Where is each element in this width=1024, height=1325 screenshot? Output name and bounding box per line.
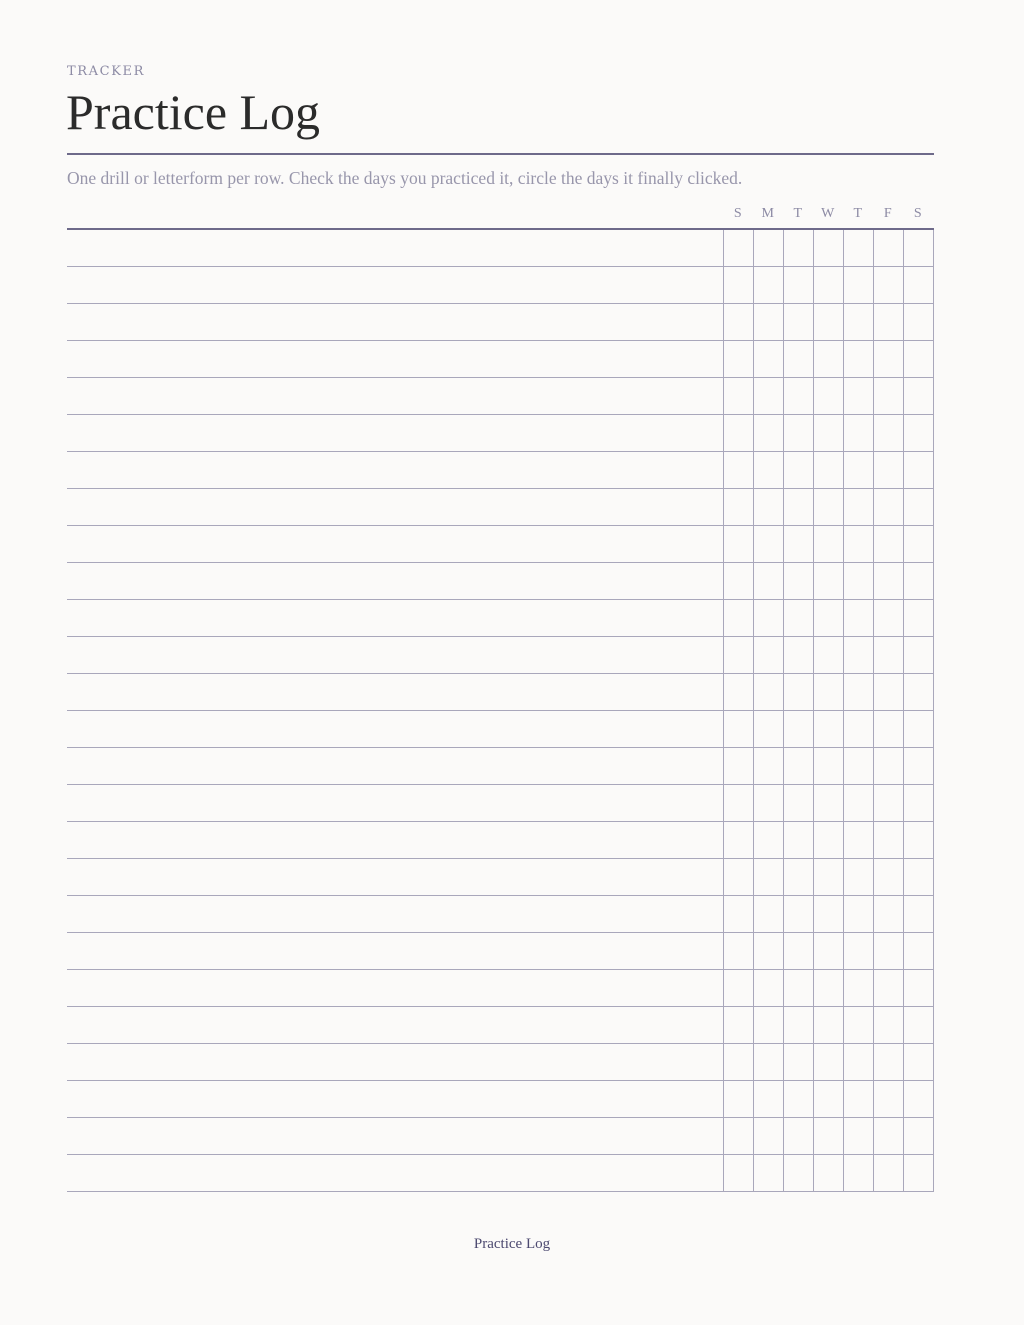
day-checkbox-cell[interactable] [813, 859, 843, 895]
day-checkbox-cell[interactable] [813, 230, 843, 266]
drill-entry-line[interactable] [67, 230, 723, 266]
day-checkbox-cell[interactable] [723, 1155, 753, 1191]
drill-entry-line[interactable] [67, 341, 723, 377]
day-checkbox-cell[interactable] [753, 267, 783, 303]
day-checkbox-cell[interactable] [753, 526, 783, 562]
day-checkbox-cell[interactable] [723, 896, 753, 932]
day-checkbox-cell[interactable] [843, 563, 873, 599]
drill-entry-line[interactable] [67, 637, 723, 673]
day-checkbox-cell[interactable] [903, 267, 934, 303]
drill-entry-line[interactable] [67, 859, 723, 895]
drill-entry-line[interactable] [67, 674, 723, 710]
instructions-text: One drill or letterform per row. Check the days you practiced it, circle the days it finally clicked. [67, 168, 743, 188]
day-checkbox-cell[interactable] [843, 415, 873, 451]
day-checkbox-cell[interactable] [723, 970, 753, 1006]
day-checkbox-cell[interactable] [843, 230, 873, 266]
day-checkbox-cell[interactable] [903, 933, 934, 969]
page-title: Practice Log [66, 84, 321, 140]
day-checkbox-cell[interactable] [783, 859, 813, 895]
day-checkbox-cell[interactable] [903, 859, 934, 895]
day-checkbox-cell[interactable] [903, 896, 934, 932]
day-checkbox-cell[interactable] [723, 415, 753, 451]
drill-entry-line[interactable] [67, 489, 723, 525]
day-checkbox-cell[interactable] [903, 822, 934, 858]
day-checkbox-cell[interactable] [723, 1081, 753, 1117]
day-checkbox-cell[interactable] [723, 1044, 753, 1080]
drill-entry-line[interactable] [67, 1007, 723, 1043]
drill-entry-line[interactable] [67, 1081, 723, 1117]
day-checkbox-cell[interactable] [813, 563, 843, 599]
day-checkbox-cell[interactable] [783, 341, 813, 377]
log-row [67, 1155, 934, 1192]
day-checkbox-cell[interactable] [903, 711, 934, 747]
day-checkbox-cell[interactable] [753, 452, 783, 488]
day-checkbox-cell[interactable] [813, 1118, 843, 1154]
day-checkbox-cell[interactable] [843, 341, 873, 377]
day-checkbox-cell[interactable] [903, 489, 934, 525]
drill-entry-line[interactable] [67, 304, 723, 340]
day-checkbox-cell[interactable] [753, 563, 783, 599]
day-checkbox-cell[interactable] [843, 1081, 873, 1117]
log-row [67, 1007, 934, 1044]
drill-entry-line[interactable] [67, 415, 723, 451]
day-checkbox-cell[interactable] [873, 896, 903, 932]
day-checkbox-cell[interactable] [783, 933, 813, 969]
day-checkbox-cell[interactable] [813, 933, 843, 969]
day-checkbox-cell[interactable] [813, 896, 843, 932]
day-checkbox-cell[interactable] [903, 230, 934, 266]
day-checkbox-cell[interactable] [873, 489, 903, 525]
log-row [67, 859, 934, 896]
day-checkbox-cell[interactable] [873, 1081, 903, 1117]
day-checkbox-cell[interactable] [873, 563, 903, 599]
day-checkbox-cell[interactable] [843, 748, 873, 784]
day-header: F [883, 206, 893, 221]
day-checkbox-cell[interactable] [873, 822, 903, 858]
day-checkbox-cell[interactable] [873, 785, 903, 821]
day-checkbox-cell[interactable] [753, 341, 783, 377]
day-headers [723, 206, 934, 226]
day-checkbox-cell[interactable] [723, 563, 753, 599]
day-checkbox-cell[interactable] [753, 1007, 783, 1043]
day-checkbox-cell[interactable] [783, 267, 813, 303]
day-checkbox-cell[interactable] [783, 452, 813, 488]
drill-entry-line[interactable] [67, 563, 723, 599]
day-checkbox-cell[interactable] [843, 378, 873, 414]
day-checkbox-cell[interactable] [783, 1044, 813, 1080]
day-checkbox-cell[interactable] [903, 304, 934, 340]
drill-entry-line[interactable] [67, 711, 723, 747]
day-checkbox-cell[interactable] [813, 711, 843, 747]
day-checkbox-cell[interactable] [813, 267, 843, 303]
day-checkbox-cell[interactable] [783, 674, 813, 710]
log-row [67, 674, 934, 711]
day-checkbox-cell[interactable] [873, 378, 903, 414]
day-checkbox-cell[interactable] [723, 637, 753, 673]
day-checkbox-cell[interactable] [903, 1118, 934, 1154]
day-checkbox-cell[interactable] [873, 748, 903, 784]
day-checkbox-cell[interactable] [873, 1155, 903, 1191]
day-checkbox-cell[interactable] [753, 1081, 783, 1117]
day-checkbox-cell[interactable] [813, 822, 843, 858]
day-checkbox-cell[interactable] [753, 637, 783, 673]
day-checkbox-cell[interactable] [723, 452, 753, 488]
day-checkbox-cell[interactable] [783, 711, 813, 747]
day-checkbox-cell[interactable] [783, 785, 813, 821]
day-checkbox-cell[interactable] [783, 600, 813, 636]
drill-entry-line[interactable] [67, 970, 723, 1006]
day-checkbox-cell[interactable] [903, 378, 934, 414]
drill-entry-line[interactable] [67, 748, 723, 784]
day-checkbox-cell[interactable] [723, 600, 753, 636]
day-checkbox-cell[interactable] [813, 674, 843, 710]
day-checkbox-cell[interactable] [843, 970, 873, 1006]
day-checkbox-cell[interactable] [873, 600, 903, 636]
day-header: T [793, 206, 803, 221]
day-checkbox-cell[interactable] [843, 822, 873, 858]
day-checkbox-cell[interactable] [753, 489, 783, 525]
log-row [67, 230, 934, 267]
day-checkbox-cell[interactable] [813, 1155, 843, 1191]
day-checkbox-cell[interactable] [813, 1081, 843, 1117]
day-checkbox-cell[interactable] [753, 415, 783, 451]
day-checkbox-cell[interactable] [873, 933, 903, 969]
day-checkbox-cell[interactable] [723, 822, 753, 858]
day-checkbox-cell[interactable] [903, 452, 934, 488]
day-checkbox-cell[interactable] [783, 1007, 813, 1043]
day-checkbox-cell[interactable] [903, 341, 934, 377]
day-checkbox-cell[interactable] [843, 526, 873, 562]
day-checkbox-cell[interactable] [723, 489, 753, 525]
drill-entry-line[interactable] [67, 822, 723, 858]
day-checkbox-cell[interactable] [903, 674, 934, 710]
day-checkbox-cell[interactable] [753, 859, 783, 895]
day-checkbox-cell[interactable] [843, 1155, 873, 1191]
log-row [67, 785, 934, 822]
log-row [67, 526, 934, 563]
day-checkbox-cell[interactable] [783, 822, 813, 858]
day-checkbox-cell[interactable] [753, 970, 783, 1006]
day-checkbox-cell[interactable] [903, 637, 934, 673]
day-checkbox-cell[interactable] [723, 304, 753, 340]
day-checkbox-cell[interactable] [873, 341, 903, 377]
day-checkbox-cell[interactable] [873, 674, 903, 710]
day-checkbox-cell[interactable] [843, 1007, 873, 1043]
day-checkbox-cell[interactable] [753, 304, 783, 340]
day-checkbox-cell[interactable] [903, 1081, 934, 1117]
day-header: S [733, 206, 743, 221]
day-checkbox-cell[interactable] [873, 1007, 903, 1043]
day-checkbox-cell[interactable] [903, 1044, 934, 1080]
day-checkbox-cell[interactable] [813, 637, 843, 673]
day-checkbox-cell[interactable] [783, 526, 813, 562]
day-checkbox-cell[interactable] [843, 304, 873, 340]
day-checkbox-cell[interactable] [753, 711, 783, 747]
day-checkbox-cell[interactable] [903, 526, 934, 562]
log-row [67, 1118, 934, 1155]
day-checkbox-cell[interactable] [843, 267, 873, 303]
title-divider [67, 153, 934, 155]
day-checkbox-cell[interactable] [723, 378, 753, 414]
day-checkbox-cell[interactable] [903, 1155, 934, 1191]
day-checkbox-cell[interactable] [723, 267, 753, 303]
day-checkbox-cell[interactable] [783, 1081, 813, 1117]
day-checkbox-cell[interactable] [903, 1007, 934, 1043]
day-checkbox-cell[interactable] [783, 563, 813, 599]
drill-entry-line[interactable] [67, 785, 723, 821]
day-checkbox-cell[interactable] [903, 563, 934, 599]
log-row [67, 304, 934, 341]
day-checkbox-cell[interactable] [843, 859, 873, 895]
day-checkbox-cell[interactable] [903, 415, 934, 451]
day-checkbox-cell[interactable] [873, 711, 903, 747]
day-checkbox-cell[interactable] [843, 452, 873, 488]
day-checkbox-cell[interactable] [813, 785, 843, 821]
day-checkbox-cell[interactable] [753, 1155, 783, 1191]
day-checkbox-cell[interactable] [843, 600, 873, 636]
day-checkbox-cell[interactable] [873, 267, 903, 303]
day-checkbox-cell[interactable] [783, 1118, 813, 1154]
day-checkbox-cell[interactable] [873, 526, 903, 562]
day-checkbox-cell[interactable] [753, 600, 783, 636]
day-checkbox-cell[interactable] [753, 933, 783, 969]
day-checkbox-cell[interactable] [873, 859, 903, 895]
log-row [67, 933, 934, 970]
day-checkbox-cell[interactable] [723, 230, 753, 266]
day-header: S [913, 206, 923, 221]
log-row [67, 970, 934, 1007]
day-checkbox-cell[interactable] [783, 637, 813, 673]
day-checkbox-cell[interactable] [813, 526, 843, 562]
day-checkbox-cell[interactable] [843, 711, 873, 747]
day-header: W [821, 206, 835, 221]
day-checkbox-cell[interactable] [843, 489, 873, 525]
day-checkbox-cell[interactable] [723, 341, 753, 377]
day-checkbox-cell[interactable] [903, 600, 934, 636]
day-checkbox-cell[interactable] [783, 1155, 813, 1191]
log-row [67, 415, 934, 452]
day-checkbox-cell[interactable] [873, 1118, 903, 1154]
eyebrow-label: TRACKER [67, 64, 145, 79]
day-checkbox-cell[interactable] [813, 304, 843, 340]
drill-entry-line[interactable] [67, 933, 723, 969]
day-header: M [761, 206, 775, 221]
drill-entry-line[interactable] [67, 526, 723, 562]
day-checkbox-cell[interactable] [813, 415, 843, 451]
drill-entry-line[interactable] [67, 896, 723, 932]
day-checkbox-cell[interactable] [873, 1044, 903, 1080]
log-row [67, 711, 934, 748]
day-checkbox-cell[interactable] [783, 415, 813, 451]
day-checkbox-cell[interactable] [753, 230, 783, 266]
log-row [67, 1044, 934, 1081]
day-checkbox-cell[interactable] [723, 859, 753, 895]
day-checkbox-cell[interactable] [753, 1118, 783, 1154]
log-grid [67, 228, 934, 1192]
drill-entry-line[interactable] [67, 600, 723, 636]
day-header: T [853, 206, 863, 221]
log-row [67, 267, 934, 304]
drill-entry-line[interactable] [67, 267, 723, 303]
day-checkbox-cell[interactable] [813, 970, 843, 1006]
day-checkbox-cell[interactable] [843, 674, 873, 710]
day-checkbox-cell[interactable] [813, 748, 843, 784]
day-checkbox-cell[interactable] [783, 304, 813, 340]
day-checkbox-cell[interactable] [873, 970, 903, 1006]
day-checkbox-cell[interactable] [813, 378, 843, 414]
day-checkbox-cell[interactable] [783, 748, 813, 784]
day-checkbox-cell[interactable] [843, 785, 873, 821]
day-checkbox-cell[interactable] [813, 600, 843, 636]
day-checkbox-cell[interactable] [753, 378, 783, 414]
day-checkbox-cell[interactable] [723, 674, 753, 710]
day-checkbox-cell[interactable] [753, 1044, 783, 1080]
day-checkbox-cell[interactable] [723, 785, 753, 821]
day-checkbox-cell[interactable] [723, 1118, 753, 1154]
day-checkbox-cell[interactable] [753, 674, 783, 710]
day-checkbox-cell[interactable] [813, 452, 843, 488]
log-row [67, 452, 934, 489]
drill-entry-line[interactable] [67, 1155, 723, 1191]
day-checkbox-cell[interactable] [903, 785, 934, 821]
day-checkbox-cell[interactable] [903, 970, 934, 1006]
day-checkbox-cell[interactable] [723, 933, 753, 969]
day-checkbox-cell[interactable] [843, 1118, 873, 1154]
log-row [67, 600, 934, 637]
day-checkbox-cell[interactable] [813, 489, 843, 525]
day-checkbox-cell[interactable] [753, 822, 783, 858]
day-checkbox-cell[interactable] [903, 748, 934, 784]
day-checkbox-cell[interactable] [843, 933, 873, 969]
log-row [67, 489, 934, 526]
day-checkbox-cell[interactable] [843, 896, 873, 932]
day-checkbox-cell[interactable] [783, 970, 813, 1006]
day-checkbox-cell[interactable] [873, 304, 903, 340]
footer-label: Practice Log [473, 1236, 551, 1252]
log-row [67, 1081, 934, 1118]
day-checkbox-cell[interactable] [723, 526, 753, 562]
day-checkbox-cell[interactable] [783, 230, 813, 266]
day-checkbox-cell[interactable] [873, 637, 903, 673]
log-row [67, 378, 934, 415]
day-checkbox-cell[interactable] [873, 452, 903, 488]
day-checkbox-cell[interactable] [813, 341, 843, 377]
day-checkbox-cell[interactable] [813, 1044, 843, 1080]
day-checkbox-cell[interactable] [813, 1007, 843, 1043]
drill-entry-line[interactable] [67, 378, 723, 414]
day-checkbox-cell[interactable] [873, 415, 903, 451]
log-row [67, 563, 934, 600]
day-checkbox-cell[interactable] [723, 711, 753, 747]
day-checkbox-cell[interactable] [753, 748, 783, 784]
day-checkbox-cell[interactable] [873, 230, 903, 266]
log-row [67, 637, 934, 674]
day-checkbox-cell[interactable] [753, 785, 783, 821]
log-row [67, 896, 934, 933]
day-checkbox-cell[interactable] [843, 637, 873, 673]
drill-entry-line[interactable] [67, 1044, 723, 1080]
day-checkbox-cell[interactable] [753, 896, 783, 932]
log-row [67, 748, 934, 785]
log-row [67, 822, 934, 859]
day-checkbox-cell[interactable] [783, 489, 813, 525]
day-checkbox-cell[interactable] [783, 378, 813, 414]
drill-entry-line[interactable] [67, 452, 723, 488]
log-row [67, 341, 934, 378]
day-checkbox-cell[interactable] [843, 1044, 873, 1080]
day-checkbox-cell[interactable] [783, 896, 813, 932]
day-checkbox-cell[interactable] [723, 748, 753, 784]
drill-entry-line[interactable] [67, 1118, 723, 1154]
day-checkbox-cell[interactable] [723, 1007, 753, 1043]
